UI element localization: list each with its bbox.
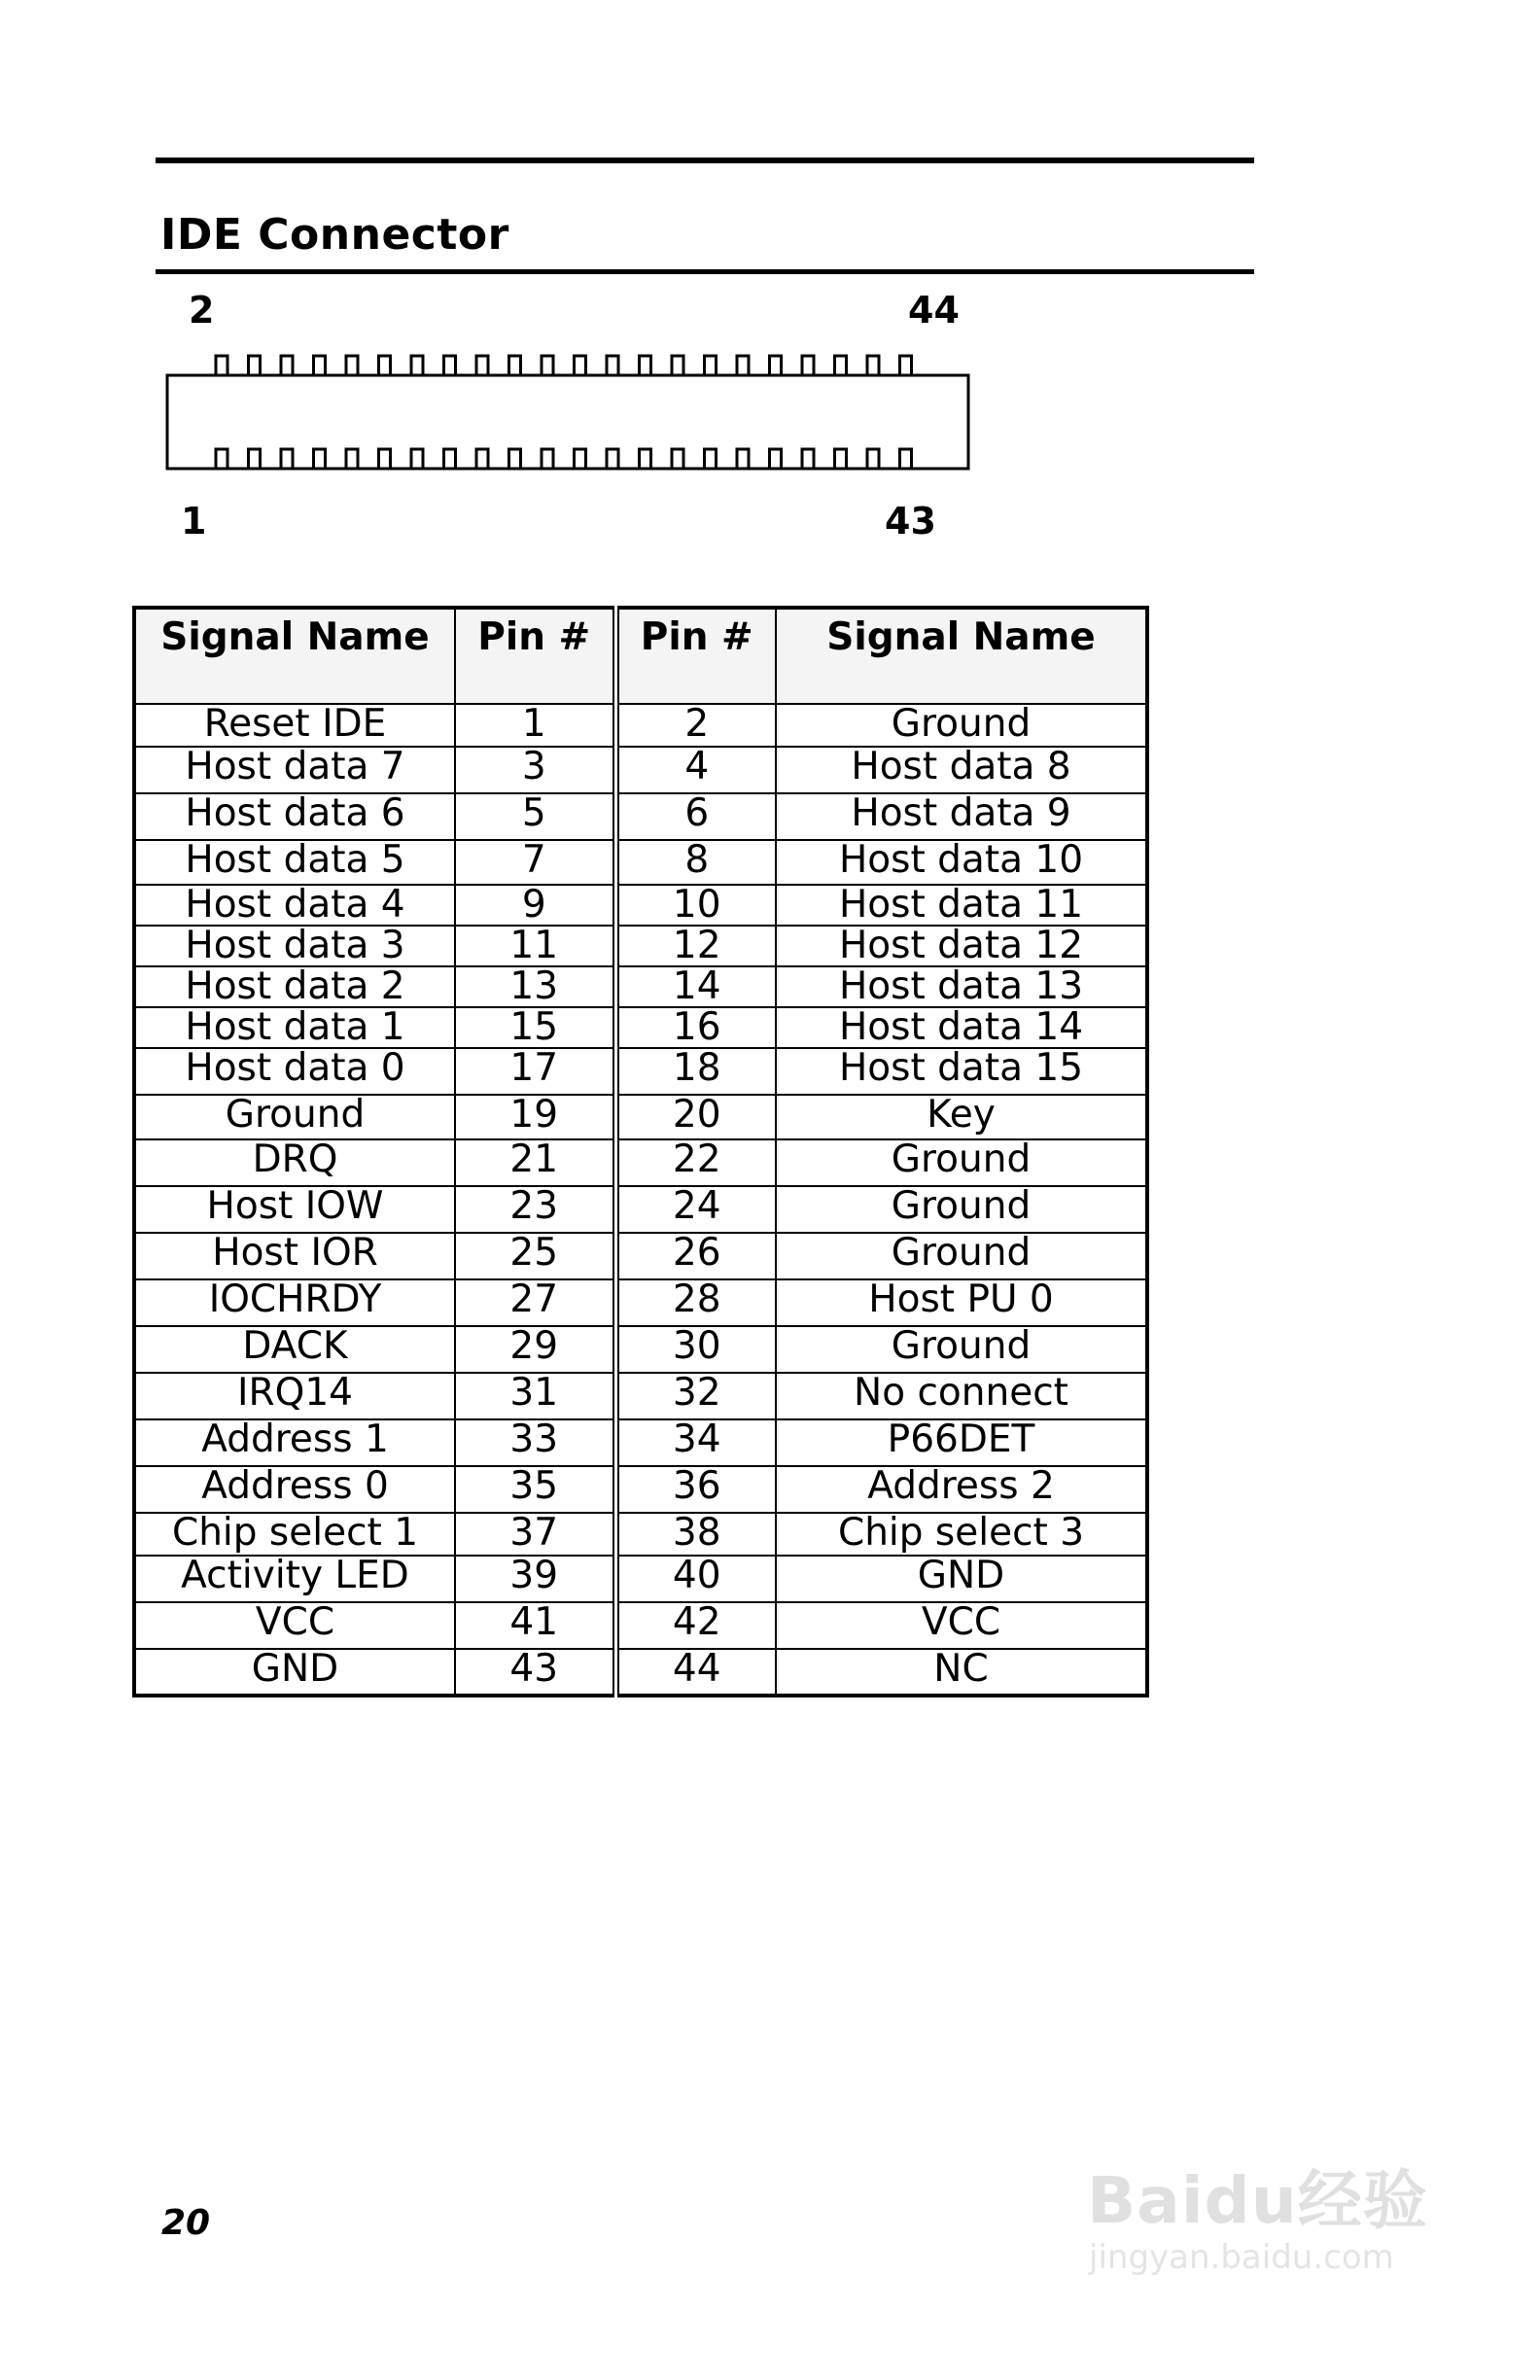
signal-name-right: Ground	[776, 1326, 1147, 1373]
signal-name-left: Reset IDE	[134, 704, 455, 747]
table-row	[134, 840, 1147, 885]
pin-number-right: 22	[615, 1139, 776, 1186]
section-title: IDE Connector	[160, 210, 509, 260]
connector-top-pin	[444, 356, 456, 375]
header-signal-name-right: Signal Name	[776, 608, 1147, 704]
header-pin-left: Pin #	[455, 608, 615, 704]
pin-number-right: 18	[615, 1048, 776, 1095]
pin-number-left: 33	[455, 1419, 615, 1466]
table-row	[134, 1186, 1147, 1233]
connector-bottom-pin	[249, 449, 261, 469]
signal-name-left: Host data 7	[134, 747, 455, 793]
pin-number-right: 42	[615, 1602, 776, 1649]
connector-bottom-pin	[379, 449, 391, 469]
table-row	[134, 1373, 1147, 1419]
table-row	[134, 1326, 1147, 1373]
signal-name-left: Host data 3	[134, 926, 455, 966]
signal-name-right: Host data 12	[776, 926, 1147, 966]
connector-bottom-pin	[900, 449, 912, 469]
signal-name-right: No connect	[776, 1373, 1147, 1419]
pin-number-right: 32	[615, 1373, 776, 1419]
pin-number-right: 26	[615, 1233, 776, 1279]
pin-number-right: 4	[615, 747, 776, 793]
connector-bottom-pin	[802, 449, 814, 469]
signal-name-left: Host data 1	[134, 1007, 455, 1048]
signal-name-left: Host IOW	[134, 1186, 455, 1233]
pin-number-left: 29	[455, 1326, 615, 1373]
connector-bottom-pin	[411, 449, 423, 469]
ide-pin-table	[132, 606, 1149, 1698]
table-header-row	[134, 608, 1147, 704]
signal-name-right: Host data 8	[776, 747, 1147, 793]
pin-number-right: 38	[615, 1513, 776, 1556]
ide-connector-diagram	[0, 0, 1540, 544]
connector-label-bottom-right: 43	[885, 500, 936, 542]
connector-bottom-pin	[216, 449, 228, 469]
table-row	[134, 704, 1147, 747]
pin-number-left: 7	[455, 840, 615, 885]
signal-name-right: Host data 13	[776, 966, 1147, 1007]
signal-name-right: Ground	[776, 1186, 1147, 1233]
signal-name-right: Host data 15	[776, 1048, 1147, 1095]
table-row	[134, 747, 1147, 793]
signal-name-right: Ground	[776, 1233, 1147, 1279]
signal-name-left: Address 0	[134, 1466, 455, 1513]
signal-name-right: NC	[776, 1649, 1147, 1696]
signal-name-left: Host data 4	[134, 885, 455, 926]
pin-number-left: 43	[455, 1649, 615, 1696]
connector-top-pin	[411, 356, 423, 375]
connector-top-pin	[314, 356, 326, 375]
pin-number-left: 19	[455, 1095, 615, 1139]
table-row	[134, 1649, 1147, 1696]
connector-top-pin	[346, 356, 358, 375]
connector-bottom-pin	[346, 449, 358, 469]
table-body	[134, 704, 1147, 1696]
connector-top-pin	[281, 356, 293, 375]
connector-bottom-pin	[607, 449, 618, 469]
connector-bottom-pin-row	[210, 449, 934, 469]
header-pin-right: Pin #	[615, 608, 776, 704]
signal-name-left: Ground	[134, 1095, 455, 1139]
signal-name-left: Host data 0	[134, 1048, 455, 1095]
pin-number-left: 39	[455, 1556, 615, 1602]
signal-name-right: Host data 14	[776, 1007, 1147, 1048]
header-signal-name-left: Signal Name	[134, 608, 455, 704]
signal-name-left: Host data 5	[134, 840, 455, 885]
watermark-brand: Baidu经验	[1087, 2163, 1428, 2238]
pin-number-right: 14	[615, 966, 776, 1007]
pin-number-right: 6	[615, 793, 776, 840]
connector-top-pin-row	[210, 356, 934, 375]
table-row	[134, 1233, 1147, 1279]
pin-number-left: 27	[455, 1279, 615, 1326]
connector-bottom-pin	[281, 449, 293, 469]
connector-top-pin	[900, 356, 912, 375]
connector-top-pin	[542, 356, 553, 375]
pin-number-right: 36	[615, 1466, 776, 1513]
table-row	[134, 926, 1147, 966]
pin-number-left: 1	[455, 704, 615, 747]
table-row	[134, 1048, 1147, 1095]
connector-top-pin	[509, 356, 521, 375]
table-row	[134, 1556, 1147, 1602]
connector-top-pin	[607, 356, 618, 375]
signal-name-left: VCC	[134, 1602, 455, 1649]
connector-bottom-pin	[444, 449, 456, 469]
connector-top-pin	[770, 356, 782, 375]
signal-name-left: Host data 6	[134, 793, 455, 840]
table-row	[134, 885, 1147, 926]
page-number: 20	[161, 2203, 211, 2243]
pin-number-right: 10	[615, 885, 776, 926]
watermark	[1077, 2116, 1447, 2310]
signal-name-right: Key	[776, 1095, 1147, 1139]
pin-number-right: 24	[615, 1186, 776, 1233]
table-row	[134, 1419, 1147, 1466]
connector-top-pin	[835, 356, 847, 375]
pin-number-left: 3	[455, 747, 615, 793]
connector-label-top-right: 44	[908, 289, 960, 332]
signal-name-right: Host PU 0	[776, 1279, 1147, 1326]
connector-bottom-pin	[770, 449, 782, 469]
pin-number-right: 28	[615, 1279, 776, 1326]
signal-name-right: VCC	[776, 1602, 1147, 1649]
connector-top-pin	[737, 356, 749, 375]
signal-name-right: Address 2	[776, 1466, 1147, 1513]
connector-top-pin	[640, 356, 651, 375]
connector-top-pin	[575, 356, 586, 375]
pin-number-right: 30	[615, 1326, 776, 1373]
signal-name-left: IOCHRDY	[134, 1279, 455, 1326]
signal-name-right: Ground	[776, 704, 1147, 747]
table-row	[134, 1466, 1147, 1513]
signal-name-left: GND	[134, 1649, 455, 1696]
connector-bottom-pin	[672, 449, 683, 469]
connector-label-top-left: 2	[189, 289, 215, 332]
connector-bottom-pin	[542, 449, 553, 469]
signal-name-left: Activity LED	[134, 1556, 455, 1602]
pin-number-left: 15	[455, 1007, 615, 1048]
pin-number-left: 9	[455, 885, 615, 926]
signal-name-left: DACK	[134, 1326, 455, 1373]
connector-bottom-pin	[476, 449, 488, 469]
pin-number-left: 37	[455, 1513, 615, 1556]
connector-top-pin	[802, 356, 814, 375]
signal-name-right: Host data 10	[776, 840, 1147, 885]
connector-top-pin	[216, 356, 228, 375]
pin-number-left: 35	[455, 1466, 615, 1513]
watermark-url: jingyan.baidu.com	[1089, 2238, 1394, 2277]
signal-name-right: Chip select 3	[776, 1513, 1147, 1556]
connector-bottom-pin	[705, 449, 717, 469]
table-row	[134, 1139, 1147, 1186]
pin-number-left: 13	[455, 966, 615, 1007]
pin-number-right: 20	[615, 1095, 776, 1139]
connector-bottom-pin	[509, 449, 521, 469]
pin-number-right: 8	[615, 840, 776, 885]
pin-number-left: 17	[455, 1048, 615, 1095]
table-row	[134, 1513, 1147, 1556]
connector-top-pin	[249, 356, 261, 375]
connector-bottom-pin	[867, 449, 879, 469]
pin-number-left: 25	[455, 1233, 615, 1279]
connector-bottom-pin	[640, 449, 651, 469]
signal-name-left: Host data 2	[134, 966, 455, 1007]
connector-top-pin	[379, 356, 391, 375]
signal-name-left: DRQ	[134, 1139, 455, 1186]
pin-number-right: 40	[615, 1556, 776, 1602]
connector-bottom-pin	[314, 449, 326, 469]
table-row	[134, 1279, 1147, 1326]
pin-number-right: 16	[615, 1007, 776, 1048]
pin-number-right: 12	[615, 926, 776, 966]
signal-name-right: GND	[776, 1556, 1147, 1602]
signal-name-left: Chip select 1	[134, 1513, 455, 1556]
table-row	[134, 1095, 1147, 1139]
table-row	[134, 966, 1147, 1007]
connector-top-pin	[705, 356, 717, 375]
connector-top-pin	[867, 356, 879, 375]
pin-number-left: 21	[455, 1139, 615, 1186]
connector-bottom-pin	[835, 449, 847, 469]
connector-top-pin	[476, 356, 488, 375]
table-row	[134, 1602, 1147, 1649]
signal-name-left: Host IOR	[134, 1233, 455, 1279]
connector-bottom-pin	[737, 449, 749, 469]
pin-number-left: 23	[455, 1186, 615, 1233]
signal-name-left: Address 1	[134, 1419, 455, 1466]
pin-number-right: 2	[615, 704, 776, 747]
connector-top-pin	[672, 356, 683, 375]
connector-bottom-pin	[575, 449, 586, 469]
pin-number-left: 11	[455, 926, 615, 966]
signal-name-left: IRQ14	[134, 1373, 455, 1419]
signal-name-right: Ground	[776, 1139, 1147, 1186]
pin-number-left: 31	[455, 1373, 615, 1419]
pin-number-right: 44	[615, 1649, 776, 1696]
pin-number-left: 41	[455, 1602, 615, 1649]
signal-name-right: P66DET	[776, 1419, 1147, 1466]
table-row	[134, 793, 1147, 840]
pin-number-right: 34	[615, 1419, 776, 1466]
signal-name-right: Host data 9	[776, 793, 1147, 840]
pin-number-left: 5	[455, 793, 615, 840]
signal-name-right: Host data 11	[776, 885, 1147, 926]
table-row	[134, 1007, 1147, 1048]
connector-label-bottom-left: 1	[181, 500, 207, 542]
